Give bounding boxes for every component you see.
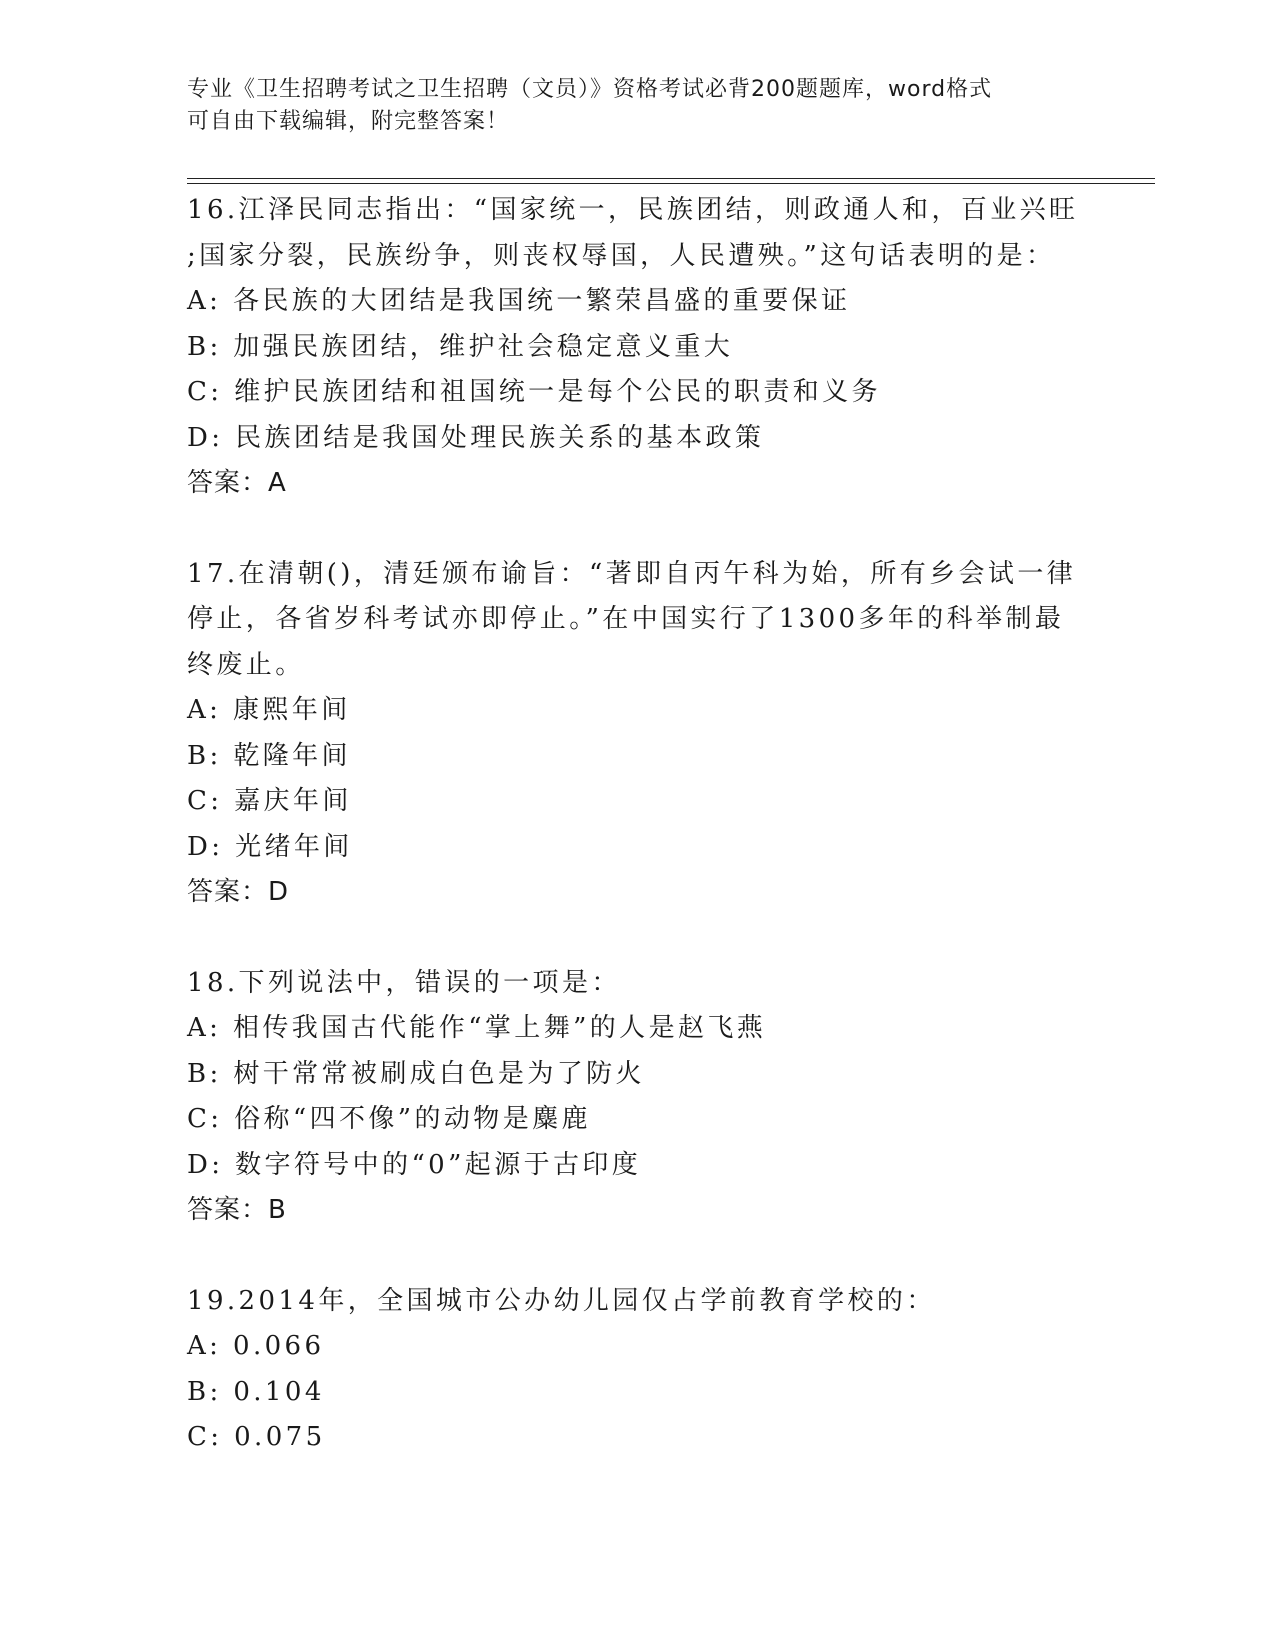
question-17-option-a: A: 康熙年间 bbox=[187, 695, 351, 725]
question-17-answer: 答案：D bbox=[187, 877, 290, 907]
question-16-answer: 答案：A bbox=[187, 468, 287, 498]
question-17 bbox=[187, 552, 1087, 916]
header-line-2: 可自由下载编辑，附完整答案！ bbox=[187, 109, 510, 134]
question-18 bbox=[187, 961, 1087, 1234]
question-16-stem-line-2: ;国家分裂，民族纷争，则丧权辱国，人民遭殃。”这句话表明的是： bbox=[187, 240, 1056, 271]
question-16 bbox=[187, 188, 1087, 507]
question-list bbox=[187, 188, 1087, 1506]
question-16-stem-line-1: 16.江泽民同志指出：“国家统一，民族团结，则政通人和，百业兴旺 bbox=[187, 195, 1079, 225]
question-18-option-b: B: 树干常常被刷成白色是为了防火 bbox=[187, 1058, 645, 1089]
question-17-option-d: D: 光绪年间 bbox=[187, 831, 353, 862]
document-header bbox=[187, 74, 1087, 138]
question-19-option-b: B: 0.104 bbox=[187, 1376, 325, 1407]
question-17-option-b: B: 乾隆年间 bbox=[187, 740, 351, 771]
question-17-stem-line-1: 17.在清朝()，清廷颁布谕旨：“著即自丙午科为始，所有乡会试一律 bbox=[187, 558, 1077, 589]
question-19-option-c: C: 0.075 bbox=[187, 1422, 326, 1452]
question-18-answer: 答案：B bbox=[187, 1195, 287, 1225]
question-18-stem-line-1: 18.下列说法中，错误的一项是： bbox=[187, 967, 621, 998]
question-18-option-c: C: 俗称“四不像”的动物是麋鹿 bbox=[187, 1104, 591, 1134]
question-16-option-d: D: 民族团结是我国处理民族关系的基本政策 bbox=[187, 422, 765, 453]
question-16-option-a: A: 各民族的大团结是我国统一繁荣昌盛的重要保证 bbox=[187, 286, 851, 316]
question-17-stem-line-3: 终废止。 bbox=[187, 649, 305, 680]
question-16-option-b: B: 加强民族团结，维护社会稳定意义重大 bbox=[187, 331, 734, 362]
question-19 bbox=[187, 1279, 1087, 1461]
header-divider-bottom bbox=[187, 183, 1155, 184]
question-18-option-a: A: 相传我国古代能作“掌上舞”的人是赵飞燕 bbox=[187, 1013, 767, 1043]
question-18-option-d: D: 数字符号中的“0”起源于古印度 bbox=[187, 1149, 642, 1180]
question-19-option-a: A: 0.066 bbox=[187, 1331, 325, 1361]
question-19-stem-line-1: 19.2014年，全国城市公办幼儿园仅占学前教育学校的： bbox=[187, 1285, 936, 1316]
question-16-option-c: C: 维护民族团结和祖国统一是每个公民的职责和义务 bbox=[187, 377, 881, 407]
question-17-option-c: C: 嘉庆年间 bbox=[187, 786, 352, 816]
question-17-stem-line-2: 停止，各省岁科考试亦即停止。”在中国实行了1300多年的科举制最 bbox=[187, 604, 1065, 634]
header-divider-top bbox=[187, 178, 1155, 179]
header-line-1: 专业《卫生招聘考试之卫生招聘（文员）》资格考试必背200题题库，word格式 bbox=[187, 77, 993, 102]
